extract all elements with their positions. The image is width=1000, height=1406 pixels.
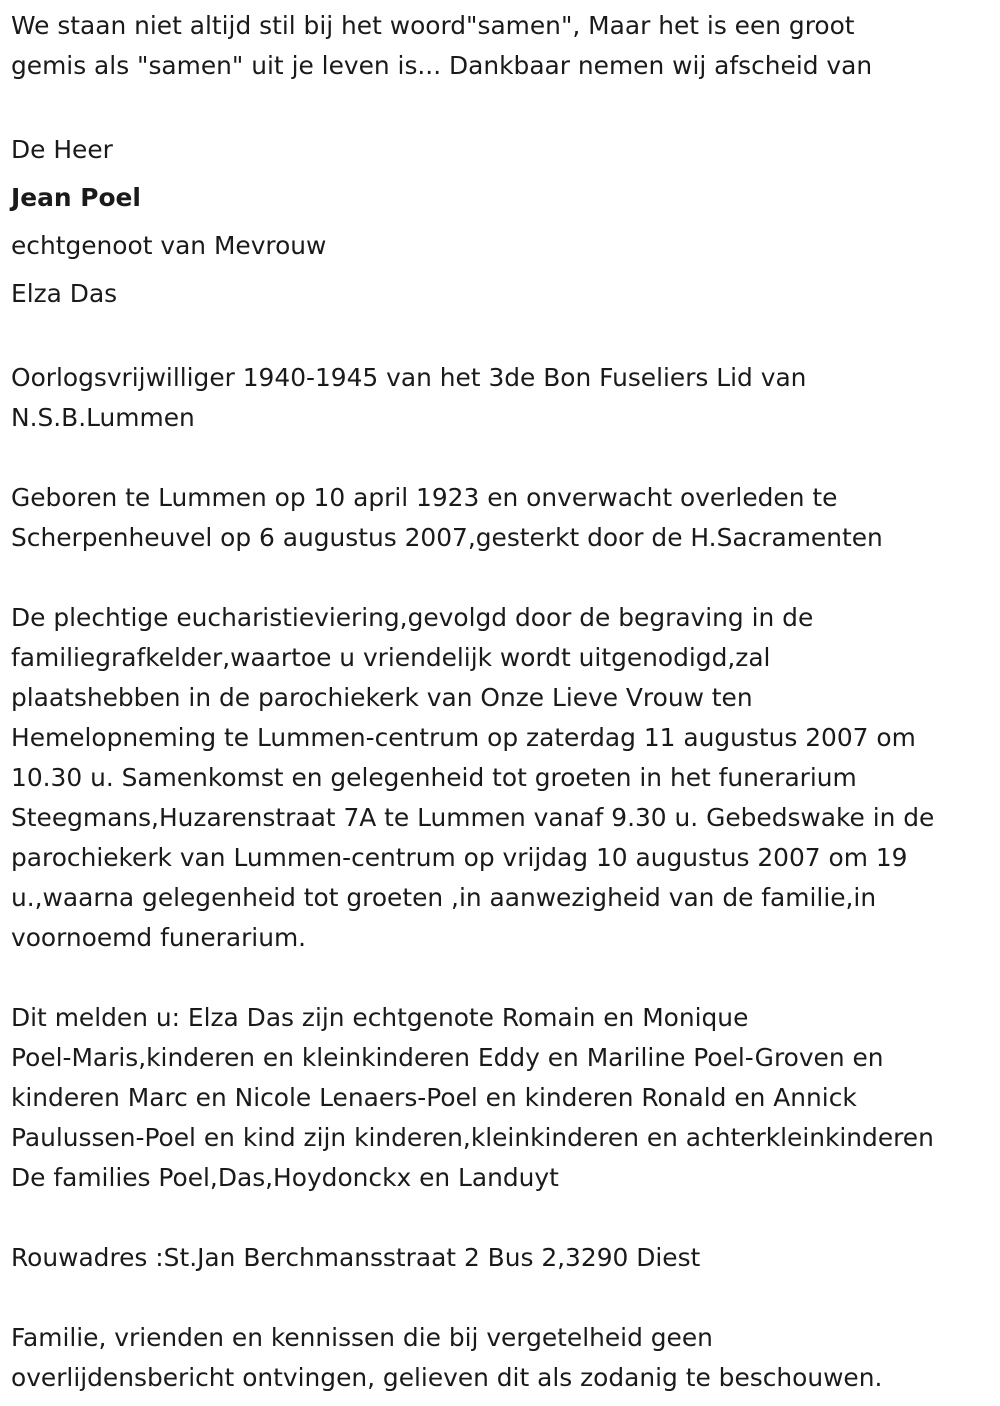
spacer	[11, 1198, 996, 1238]
ceremony-line: plaatshebben in de parochiekerk van Onze Lieve Vrouw ten	[11, 683, 753, 712]
intro-paragraph	[11, 6, 996, 86]
spacer	[11, 558, 996, 598]
deceased-name: Jean Poel	[11, 183, 141, 212]
spacer	[11, 438, 996, 478]
ceremony-line: Hemelopneming te Lummen-centrum op zaterdag 11 augustus 2007 om	[11, 723, 916, 752]
birth-death-line: Geboren te Lummen op 10 april 1923 en onverwacht overleden te	[11, 483, 838, 512]
deceased-title: De Heer	[11, 135, 113, 164]
family-line: Poel-Maris,kinderen en kleinkinderen Eddy en Mariline Poel-Groven en	[11, 1043, 884, 1072]
mourning-address: Rouwadres :St.Jan Berchmansstraat 2 Bus 2,3290 Diest	[11, 1243, 701, 1272]
family-line: kinderen Marc en Nicole Lenaers-Poel en kinderen Ronald en Annick	[11, 1083, 857, 1112]
ceremony-line: familiegrafkelder,waartoe u vriendelijk wordt uitgenodigd,zal	[11, 643, 771, 672]
spacer	[11, 958, 996, 998]
ceremony-line: Steegmans,Huzarenstraat 7A te Lummen vanaf 9.30 u. Gebedswake in de	[11, 803, 935, 832]
family-line: De families Poel,Das,Hoydonckx en Landuyt	[11, 1163, 559, 1192]
family-line: Dit melden u: Elza Das zijn echtgenote Romain en Monique	[11, 1003, 749, 1032]
ceremony-paragraph	[11, 598, 996, 958]
spouse-name: Elza Das	[11, 279, 118, 308]
deceased-block	[11, 126, 996, 318]
closing-paragraph	[11, 1318, 996, 1398]
ceremony-line: De plechtige eucharistieviering,gevolgd door de begraving in de	[11, 603, 814, 632]
spacer	[11, 1278, 996, 1318]
closing-line: Familie, vrienden en kennissen die bij vergetelheid geen	[11, 1323, 713, 1352]
service-note-line: Oorlogsvrijwilliger 1940-1945 van het 3de Bon Fuseliers Lid van	[11, 363, 807, 392]
closing-line: overlijdensbericht ontvingen, gelieven dit als zodanig te beschouwen.	[11, 1363, 883, 1392]
family-line: Paulussen-Poel en kind zijn kinderen,kleinkinderen en achterkleinkinderen	[11, 1123, 934, 1152]
spacer	[11, 318, 996, 358]
service-note-paragraph	[11, 358, 996, 438]
birth-death-paragraph	[11, 478, 996, 558]
ceremony-line: 10.30 u. Samenkomst en gelegenheid tot groeten in het funerarium	[11, 763, 857, 792]
obituary-document	[11, 6, 996, 1398]
ceremony-line: parochiekerk van Lummen-centrum op vrijdag 10 augustus 2007 om 19	[11, 843, 908, 872]
intro-line: gemis als "samen" uit je leven is... Dankbaar nemen wij afscheid van	[11, 51, 873, 80]
birth-death-line: Scherpenheuvel op 6 augustus 2007,gesterkt door de H.Sacramenten	[11, 523, 883, 552]
deceased-relation: echtgenoot van Mevrouw	[11, 231, 327, 260]
service-note-line: N.S.B.Lummen	[11, 403, 195, 432]
address-paragraph	[11, 1238, 996, 1278]
intro-line: We staan niet altijd stil bij het woord"samen", Maar het is een groot	[11, 11, 855, 40]
ceremony-line: u.,waarna gelegenheid tot groeten ,in aanwezigheid van de familie,in	[11, 883, 877, 912]
spacer	[11, 86, 996, 126]
ceremony-line: voornoemd funerarium.	[11, 923, 307, 952]
family-paragraph	[11, 998, 996, 1198]
